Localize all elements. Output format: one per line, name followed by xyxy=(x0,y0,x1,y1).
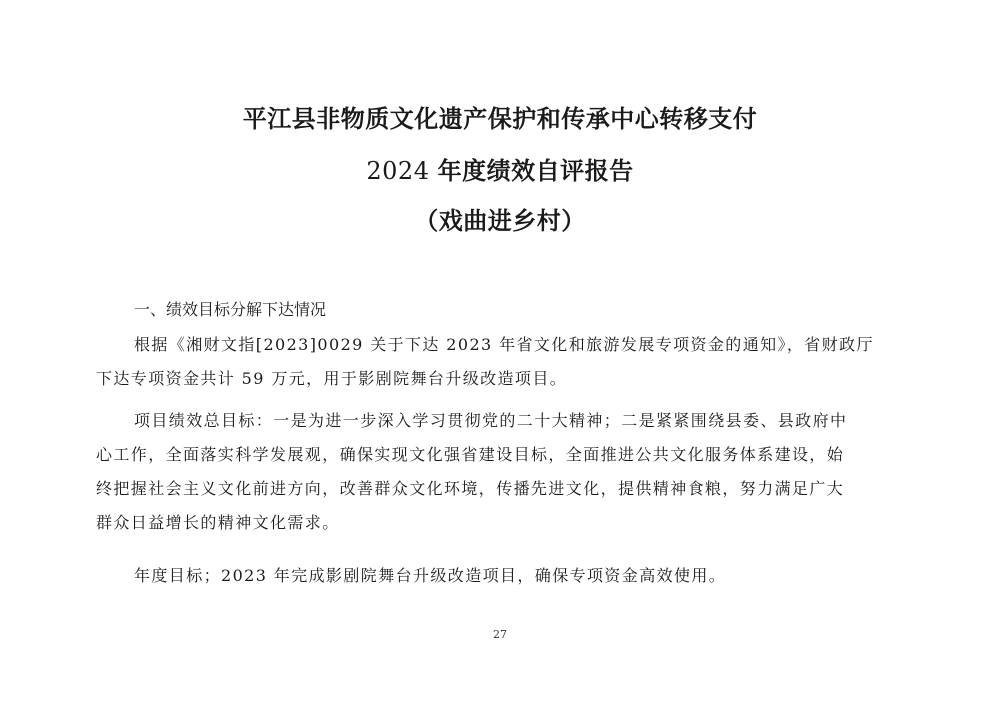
report-subtitle: （戏曲进乡村） xyxy=(414,206,586,235)
paragraph-line: 心工作，全面落实科学发展观，确保实现文化强省建设目标，全面推进公共文化服务体系建设，始 xyxy=(96,445,845,464)
paragraph-annual-goal xyxy=(96,559,904,593)
page-number: 27 xyxy=(493,628,507,641)
paragraph-line: 年度目标；2023 年完成影剧院舞台升级改造项目，确保专项资金高效使用。 xyxy=(134,566,727,585)
paragraph-basis xyxy=(96,328,904,396)
paragraph-line: 项目绩效总目标：一是为进一步深入学习贯彻党的二十大精神；二是紧紧围绕县委、县政府中 xyxy=(134,411,848,430)
report-title-line-2 xyxy=(0,156,1000,186)
paragraph-line: 群众日益增长的精神文化需求。 xyxy=(96,513,340,532)
report-year: 2024 xyxy=(366,157,430,185)
paragraph-line: 根据《湘财文指[2023]0029 关于下达 2023 年省文化和旅游发展专项资金的通知》，省财政厅 xyxy=(134,335,874,354)
section-heading: 一、绩效目标分解下达情况 xyxy=(134,300,327,319)
report-title-text: 年度绩效自评报告 xyxy=(437,156,634,185)
paragraph-overall-goal xyxy=(96,404,904,540)
paragraph-line: 下达专项资金共计 59 万元，用于影剧院舞台升级改造项目。 xyxy=(96,369,568,388)
paragraph-line: 终把握社会主义文化前进方向，改善群众文化环境，传播先进文化，提供精神食粮，努力满足广大 xyxy=(96,479,845,498)
report-title-line-1: 平江县非物质文化遗产保护和传承中心转移支付 xyxy=(242,104,758,133)
